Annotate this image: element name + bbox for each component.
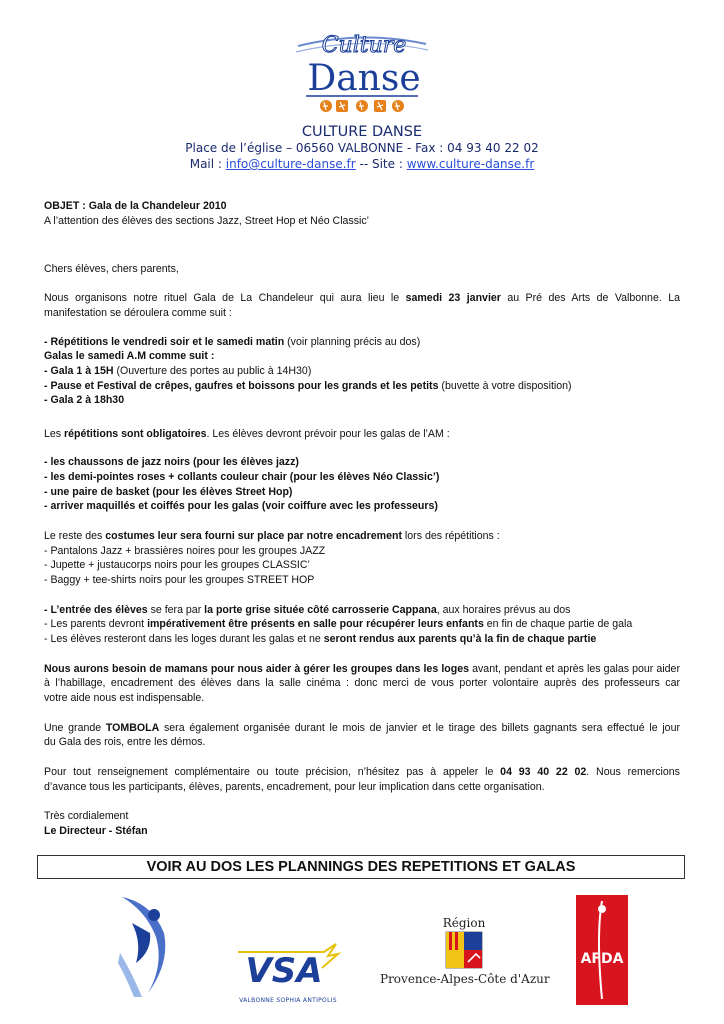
- schedule-gala-2: - Gala 2 à 18h30: [44, 394, 125, 406]
- dancer-logo: [112, 893, 178, 1003]
- costume-item: - Pantalons Jazz + brassières noires pour les groupes JAZZ: [44, 545, 326, 557]
- email-link[interactable]: info@culture-danse.fr: [225, 157, 356, 171]
- contact-line-1: Pour tout renseignement complémentaire ou toute précision, n’hésitez pas à appeler le 04 93 40 22 02. Nous remercions: [44, 766, 680, 778]
- loges-line: - Les élèves resteront dans les loges durant les galas et ne seront rendus aux parents qu’à la fin de chaque partie: [44, 633, 597, 645]
- tombola-line-1: Une grande TOMBOLA sera également organisée durant le mois de janvier et le tirage des billets gagnants sera effectué le jour: [44, 722, 680, 734]
- mamans-line-2: à l’habillage, encadrement des élèves dans la salle cinéma : donc merci de vous porter volontaire auprès des professeurs car: [44, 677, 680, 689]
- svg-text:AFDA: AFDA: [580, 951, 624, 967]
- region-title: Région: [442, 916, 486, 930]
- need-item: - une paire de basket (pour les élèves Street Hop): [44, 486, 293, 498]
- plannings-banner: VOIR AU DOS LES PLANNINGS DES REPETITIONS ET GALAS: [37, 855, 685, 879]
- mamans-line-1: Nous aurons besoin de mamans pour nous aider à gérer les groupes dans les loges avant, pendant et après les galas pour aider: [44, 663, 680, 675]
- svg-text:Culture: Culture: [321, 33, 407, 58]
- svg-text:Danse: Danse: [307, 58, 421, 99]
- region-name: Provence-Alpes-Côte d'Azur: [380, 972, 550, 986]
- mamans-line-3: votre aide nous est indispensable.: [44, 692, 205, 704]
- tombola-line-2: du Gala des rois, entre les démos.: [44, 736, 206, 748]
- attention-line: A l’attention des élèves des sections Jazz, Street Hop et Néo Classic’: [44, 215, 370, 227]
- afda-logo: [576, 895, 628, 1005]
- closing: Très cordialement: [44, 810, 129, 822]
- contact-line-2: d’avance tous les participants, élèves, parents, encadrement, pour leur implication dans cette organisation.: [44, 781, 545, 793]
- rehearsal-requirement: Les répétitions sont obligatoires. Les élèves devront prévoir pour les galas de l’AM :: [44, 428, 450, 440]
- object-line: OBJET : Gala de la Chandeleur 2010: [44, 200, 227, 212]
- costume-item: - Baggy + tee-shirts noirs pour les groupes STREET HOP: [44, 574, 315, 586]
- vsa-logo: [232, 940, 344, 1004]
- org-contact-line: [0, 157, 724, 171]
- org-address: Place de l’église – 06560 VALBONNE - Fax : 04 93 40 22 02: [185, 141, 539, 155]
- costume-item: - Jupette + justaucorps noirs pour les groupes CLASSIC’: [44, 559, 310, 571]
- schedule-galas-heading: Galas le samedi A.M comme suit :: [44, 350, 215, 362]
- vsa-caption: VALBONNE SOPHIA ANTIPOLIS: [239, 997, 337, 1004]
- need-item: - les demi-pointes roses + collants couleur chair (pour les élèves Néo Classic’): [44, 471, 440, 483]
- greeting: Chers élèves, chers parents,: [44, 263, 179, 275]
- schedule-rehearsals: - Répétitions le vendredi soir et le samedi matin (voir planning précis au dos): [44, 336, 421, 348]
- org-name: CULTURE DANSE: [301, 124, 423, 140]
- region-paca-logo: [380, 916, 548, 998]
- mail-prefix: Mail :: [189, 157, 226, 171]
- entry-line: - L’entrée des élèves se fera par la porte grise située côté carrosserie Cappana, aux horaires prévus au dos: [44, 604, 571, 616]
- schedule-gala-1: - Gala 1 à 15H (Ouverture des portes au public à 14H30): [44, 365, 312, 377]
- schedule-pause: - Pause et Festival de crêpes, gaufres et boissons pour les grands et les petits (buvette à votre disposition): [44, 380, 572, 392]
- signature: Le Directeur - Stéfan: [44, 825, 148, 837]
- site-link[interactable]: www.culture-danse.fr: [406, 157, 535, 171]
- svg-text:VSA: VSA: [245, 951, 323, 990]
- intro-line-2: manifestation se déroulera comme suit :: [44, 307, 232, 319]
- intro-line-1: Nous organisons notre rituel Gala de La Chandeleur qui aura lieu le samedi 23 janvier au Pré des Arts de Valbonne. La: [44, 292, 680, 304]
- need-item: - les chaussons de jazz noirs (pour les élèves jazz): [44, 456, 299, 468]
- mail-separator: -- Site :: [355, 157, 407, 171]
- parents-line: - Les parents devront impérativement être présents en salle pour récupérer leurs enfants en fin de chaque partie de gala: [44, 618, 633, 630]
- need-item: - arriver maquillés et coiffés pour les galas (voir coiffure avec les professeurs): [44, 500, 438, 512]
- costumes-line: Le reste des costumes leur sera fourni sur place par notre encadrement lors des répétitions :: [44, 530, 500, 542]
- culture-danse-logo: [292, 22, 432, 122]
